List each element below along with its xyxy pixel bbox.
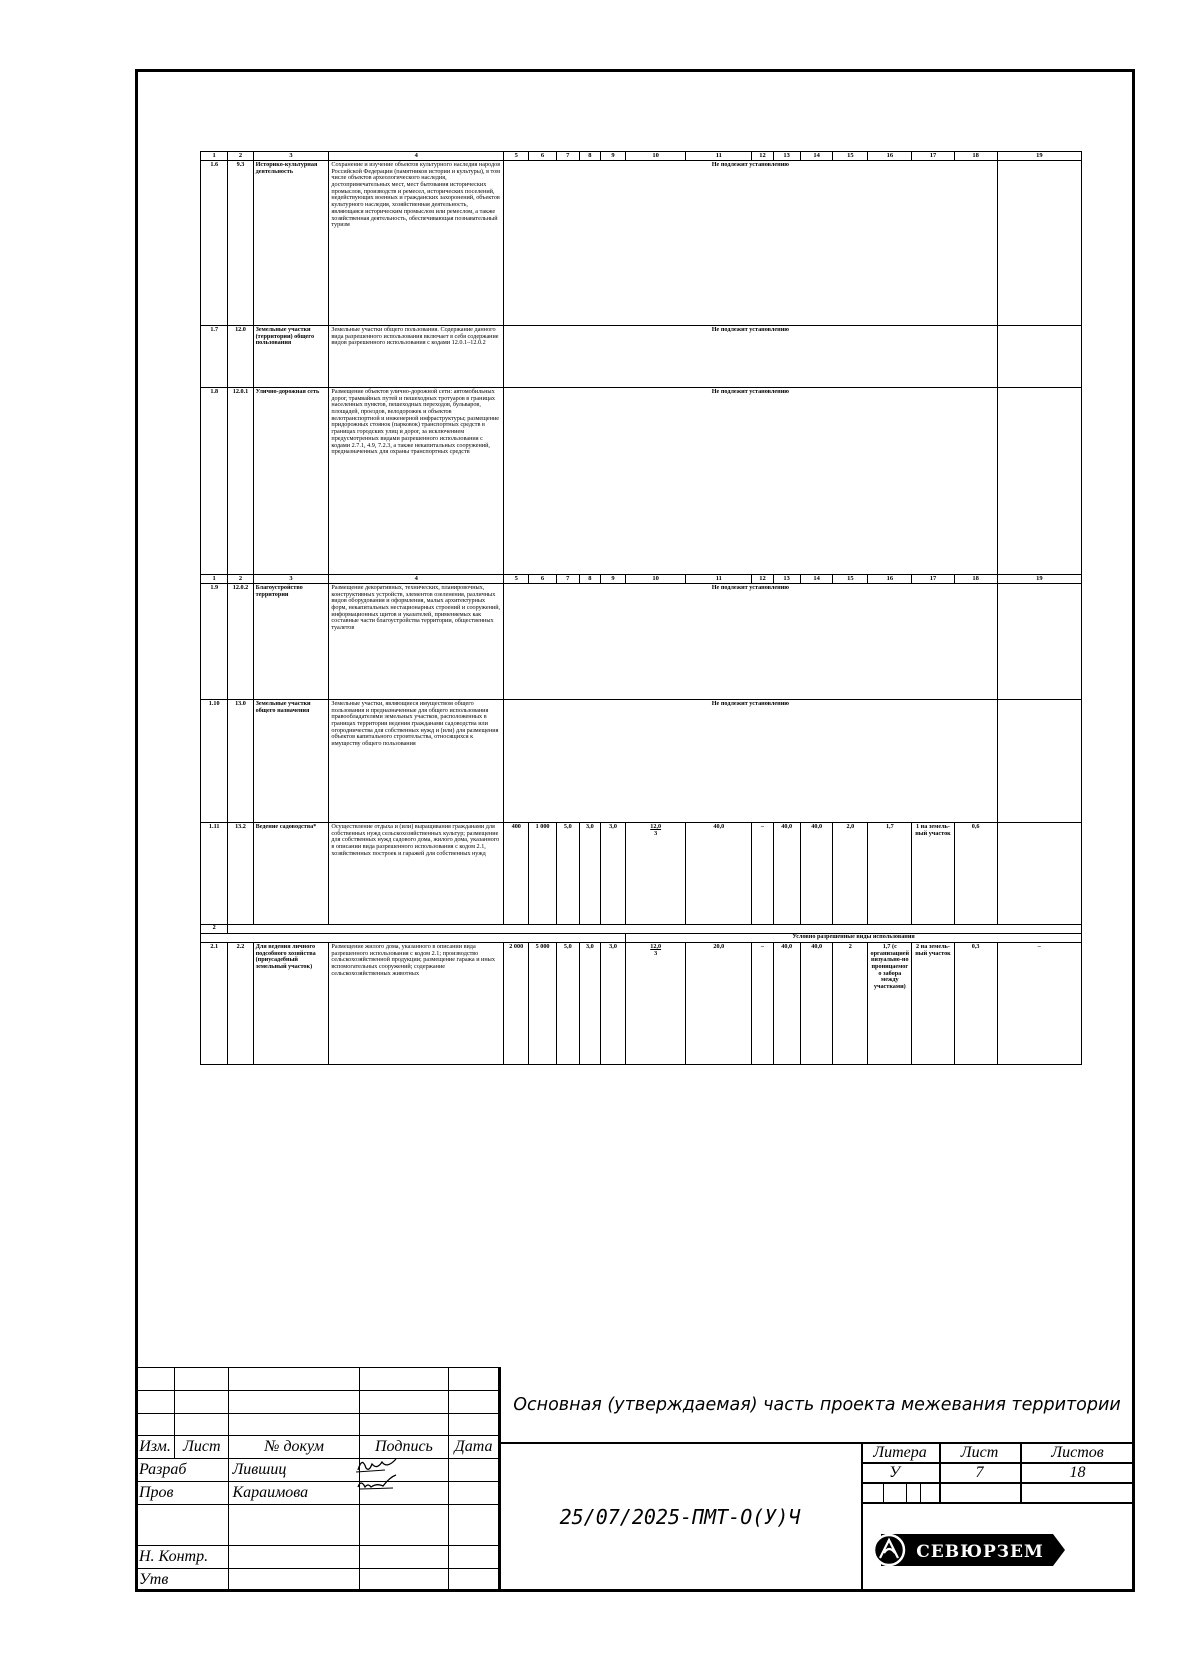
column-number: 8 bbox=[579, 152, 600, 161]
row-number: 1.6 bbox=[201, 161, 228, 326]
litera-value: У bbox=[889, 1464, 900, 1481]
parameter-value: 3,0 bbox=[600, 823, 625, 925]
column-number: 1 bbox=[201, 575, 228, 584]
column-number-row bbox=[201, 575, 1082, 584]
use-code: 12.0.1 bbox=[228, 388, 253, 575]
signature-row bbox=[136, 1459, 499, 1482]
revision-cell bbox=[136, 1413, 175, 1436]
fraction-denominator: 3 bbox=[654, 949, 658, 957]
revision-cell bbox=[175, 1390, 229, 1413]
date-cell bbox=[448, 1569, 498, 1592]
sheet-label: Лист bbox=[960, 1444, 999, 1461]
signature-row bbox=[136, 1482, 499, 1505]
section-title: Условно разрешенные виды использования bbox=[626, 934, 1082, 943]
parameter-value: 40,0 bbox=[800, 823, 833, 925]
parameter-value bbox=[626, 823, 686, 925]
column-number: 2 bbox=[228, 152, 253, 161]
merged-parameters: Не подлежит установлению bbox=[504, 584, 998, 700]
parameter-value: 40,0 bbox=[773, 823, 800, 925]
parameter-value: 1,7 (с организацией визуально-но проницаемого забора между участками) bbox=[868, 943, 912, 1065]
use-code: 2.2 bbox=[228, 943, 253, 1065]
table-row bbox=[201, 584, 1082, 700]
signature-row bbox=[136, 1504, 499, 1545]
use-code: 13.2 bbox=[228, 823, 253, 925]
revision-cell bbox=[229, 1390, 359, 1413]
zoning-regulations-table bbox=[200, 151, 1082, 1065]
section-number: 2 bbox=[201, 925, 228, 934]
title-block-column-label: Дата bbox=[448, 1436, 498, 1459]
date-cell bbox=[448, 1504, 498, 1545]
revision-cell bbox=[175, 1413, 229, 1436]
revision-cell bbox=[229, 1368, 359, 1391]
note-cell bbox=[997, 584, 1081, 700]
column-number: 3 bbox=[253, 152, 329, 161]
role-label bbox=[136, 1504, 229, 1545]
signature-2 bbox=[355, 1473, 399, 1495]
column-number: 15 bbox=[833, 152, 868, 161]
signature-row bbox=[136, 1569, 499, 1592]
document-code: 25/07/2025-ПМТ-О(У)Ч bbox=[559, 1505, 801, 1529]
use-name: Ведение садоводства* bbox=[253, 823, 329, 925]
revision-row bbox=[136, 1390, 499, 1413]
parameter-value: – bbox=[997, 943, 1081, 1065]
use-description: Осуществление отдыха и (или) выращивания гражданами для собственных нужд сельскохозяйственных культур; размещение для собственных нужд садового дома, жилого дома, указанного в описании вида разрешенного использования с кодом 2.1, хозяйственных построек и гаражей для собственных нужд bbox=[329, 823, 504, 925]
use-description: Земельные участки общего пользования. Содержание данного вида разрешенного использования включает в себя содержание видов разрешенного использования с кодами 12.0.1–12.0.2 bbox=[329, 326, 504, 388]
merged-parameters: Не подлежит установлению bbox=[504, 161, 998, 326]
column-number: 3 bbox=[253, 575, 329, 584]
section-spacer bbox=[228, 925, 1082, 934]
use-code: 13.0 bbox=[228, 700, 253, 823]
person-name: Караимова bbox=[229, 1482, 359, 1505]
title-block-labels-row bbox=[136, 1436, 499, 1459]
table-row bbox=[201, 823, 1082, 925]
revision-row bbox=[136, 1368, 499, 1391]
table-row bbox=[201, 161, 1082, 326]
title-block-column-label: Подпись bbox=[359, 1436, 448, 1459]
column-number: 16 bbox=[868, 575, 912, 584]
title-block-column-label: № докум bbox=[229, 1436, 359, 1459]
revision-cell bbox=[175, 1368, 229, 1391]
table-row bbox=[201, 326, 1082, 388]
column-number: 9 bbox=[600, 152, 625, 161]
column-number: 10 bbox=[626, 152, 686, 161]
note-cell bbox=[997, 700, 1081, 823]
use-code: 12.0 bbox=[228, 326, 253, 388]
section-2-row bbox=[201, 925, 1082, 934]
column-number: 6 bbox=[529, 575, 556, 584]
column-number: 4 bbox=[329, 575, 504, 584]
column-number: 9 bbox=[600, 575, 625, 584]
use-name: Для ведения личного подсобного хозяйства (приусадебный земельный участок) bbox=[253, 943, 329, 1065]
use-name: Историко-культурная деятельность bbox=[253, 161, 329, 326]
parameter-value: 400 bbox=[504, 823, 529, 925]
title-block-column-label: Изм. bbox=[136, 1436, 175, 1459]
use-name: Улично-дорожная сеть bbox=[253, 388, 329, 575]
use-code: 9.3 bbox=[228, 161, 253, 326]
parameter-value: 0,6 bbox=[954, 823, 997, 925]
parameter-value: 5 000 bbox=[529, 943, 556, 1065]
column-number: 13 bbox=[773, 575, 800, 584]
parameter-value: 40,0 bbox=[800, 943, 833, 1065]
title-block bbox=[135, 1367, 1135, 1592]
parameter-value: – bbox=[752, 823, 773, 925]
person-name bbox=[229, 1569, 359, 1592]
column-number: 11 bbox=[686, 575, 752, 584]
row-number: 1.8 bbox=[201, 388, 228, 575]
role-label: Разраб bbox=[136, 1459, 229, 1482]
column-number-row bbox=[201, 152, 1082, 161]
sheet-number: 7 bbox=[975, 1464, 984, 1481]
parameter-value: 3,0 bbox=[579, 823, 600, 925]
use-code: 12.0.2 bbox=[228, 584, 253, 700]
column-number: 4 bbox=[329, 152, 504, 161]
person-name bbox=[229, 1504, 359, 1545]
fraction-denominator: 3 bbox=[654, 829, 658, 837]
signature-cell bbox=[359, 1504, 448, 1545]
role-label: Н. Контр. bbox=[136, 1546, 229, 1569]
person-name: Лившиц bbox=[229, 1459, 359, 1482]
signature-cell bbox=[359, 1546, 448, 1569]
parameter-value: 3,0 bbox=[579, 943, 600, 1065]
revision-cell bbox=[136, 1368, 175, 1391]
revision-cell bbox=[136, 1390, 175, 1413]
revision-row bbox=[136, 1413, 499, 1436]
use-name: Земельные участки общего назначения bbox=[253, 700, 329, 823]
column-number: 17 bbox=[912, 575, 954, 584]
column-number: 6 bbox=[529, 152, 556, 161]
column-number: 11 bbox=[686, 152, 752, 161]
column-number: 5 bbox=[504, 152, 529, 161]
parameter-value: 20,0 bbox=[686, 943, 752, 1065]
signature-cell bbox=[359, 1569, 448, 1592]
revision-cell bbox=[359, 1368, 448, 1391]
note-cell bbox=[997, 388, 1081, 575]
use-description: Размещение объектов улично-дорожной сети: автомобильных дорог, трамвайных путей и пешеходных тротуаров в границах населенных пунктов, пешеходных переходов, бульваров, площадей, проездов, велодорожек и объектов велотранспортной и инженерной инфраструктуры; размещение придорожных стоянок (парковок) транспортных средств в границах городских улиц и дорог, за исключением предусмотренных видами разрешенного использования с кодами 2.7.1, 4.9, 7.2.3, а также некапитальных сооружений, предназначенных для охраны транспортных средств bbox=[329, 388, 504, 575]
row-number: 1.11 bbox=[201, 823, 228, 925]
fraction-numerator: 12,0 bbox=[650, 823, 662, 830]
use-description: Земельные участки, являющиеся имуществом общего пользования и предназначенные для общего использования правообладателями земельных участков, расположенных в границах территории ведения гражданами садоводства или огородничества для собственных нужд и (или) для размещения объектов капитального строительства, относящихся к имуществу общего пользования bbox=[329, 700, 504, 823]
column-number: 16 bbox=[868, 152, 912, 161]
table-row bbox=[201, 943, 1082, 1065]
note-cell bbox=[997, 161, 1081, 326]
document-title: Основная (утверждаемая) часть проекта межевания территории bbox=[513, 1394, 1121, 1415]
merged-parameters: Не подлежит установлению bbox=[504, 700, 998, 823]
parameter-value: 1 000 bbox=[529, 823, 556, 925]
column-number: 19 bbox=[997, 152, 1081, 161]
revision-cell bbox=[359, 1413, 448, 1436]
parameter-value bbox=[626, 943, 686, 1065]
table-row bbox=[201, 700, 1082, 823]
parameter-value: 40,0 bbox=[686, 823, 752, 925]
row-number: 2.1 bbox=[201, 943, 228, 1065]
table-row bbox=[201, 388, 1082, 575]
date-cell bbox=[448, 1546, 498, 1569]
parameter-value: – bbox=[752, 943, 773, 1065]
date-cell bbox=[448, 1459, 498, 1482]
company-logo bbox=[867, 1531, 1067, 1569]
merged-parameters: Не подлежит установлению bbox=[504, 326, 998, 388]
parameter-value: 5,0 bbox=[556, 823, 579, 925]
use-description: Сохранение и изучение объектов культурного наследия народов Российской Федерации (памятников истории и культуры), в том числе объектов археологического наследия, достопримечательных мест, мест бытования исторических промыслов, производств и ремесел, исторических поселений, недействующих военных и гражданских захоронений, объектов культурного наследия, хозяйственная деятельность, являющаяся историческим промыслом или ремеслом, а также хозяйственная деятельность, обеспечивающая познавательный туризм bbox=[329, 161, 504, 326]
role-label: Пров bbox=[136, 1482, 229, 1505]
parameter-value bbox=[997, 823, 1081, 925]
column-number: 1 bbox=[201, 152, 228, 161]
revision-cell bbox=[359, 1390, 448, 1413]
section-2-title-row bbox=[201, 934, 1082, 943]
use-name: Благоустройство территории bbox=[253, 584, 329, 700]
merged-parameters: Не подлежит установлению bbox=[504, 388, 998, 575]
person-name bbox=[229, 1546, 359, 1569]
parameter-value: 2 bbox=[833, 943, 868, 1065]
column-number: 5 bbox=[504, 575, 529, 584]
note-cell bbox=[997, 326, 1081, 388]
parameter-value: 2,0 bbox=[833, 823, 868, 925]
column-number: 18 bbox=[954, 575, 997, 584]
parameter-value: 40,0 bbox=[773, 943, 800, 1065]
column-number: 7 bbox=[556, 575, 579, 584]
signature-1 bbox=[355, 1453, 399, 1475]
signature-row bbox=[136, 1546, 499, 1569]
use-description: Размещение декоративных, технических, планировочных, конструктивных устройств, элементов озеленения, различных видов оборудования и оформления, малых архитектурных форм, некапитальных нестационарных строений и сооружений, информационных щитов и указателей, применяемых как составные части благоустройства территории, общественных туалетов bbox=[329, 584, 504, 700]
parameter-value: 1 на земель-ный участок bbox=[912, 823, 954, 925]
svg-text:СЕВЮРЗЕМ: СЕВЮРЗЕМ bbox=[916, 1542, 1044, 1562]
column-number: 14 bbox=[800, 152, 833, 161]
sheets-label: Листов bbox=[1051, 1444, 1104, 1461]
fraction-numerator: 12,0 bbox=[650, 943, 662, 950]
section-spacer bbox=[201, 934, 626, 943]
row-number: 1.9 bbox=[201, 584, 228, 700]
column-number: 19 bbox=[997, 575, 1081, 584]
revision-cell bbox=[448, 1390, 498, 1413]
use-description: Размещение жилого дома, указанного в описании вида разрешенного использования с кодом 2.1; производство сельскохозяйственной продукции; размещение гаража и иных вспомогательных сооружений; содержание сельскохозяйственных животных bbox=[329, 943, 504, 1065]
revision-cell bbox=[448, 1413, 498, 1436]
title-block-column-label: Лист bbox=[175, 1436, 229, 1459]
date-cell bbox=[448, 1482, 498, 1505]
row-number: 1.10 bbox=[201, 700, 228, 823]
column-number: 10 bbox=[626, 575, 686, 584]
parameter-value: 5,0 bbox=[556, 943, 579, 1065]
column-number: 15 bbox=[833, 575, 868, 584]
column-number: 18 bbox=[954, 152, 997, 161]
column-number: 13 bbox=[773, 152, 800, 161]
sheets-count: 18 bbox=[1069, 1464, 1086, 1481]
column-number: 14 bbox=[800, 575, 833, 584]
column-number: 2 bbox=[228, 575, 253, 584]
parameter-value: 0,3 bbox=[954, 943, 997, 1065]
revision-cell bbox=[229, 1413, 359, 1436]
parameter-value: 3,0 bbox=[600, 943, 625, 1065]
revision-cell bbox=[448, 1368, 498, 1391]
column-number: 8 bbox=[579, 575, 600, 584]
column-number: 12 bbox=[752, 575, 773, 584]
row-number: 1.7 bbox=[201, 326, 228, 388]
column-number: 17 bbox=[912, 152, 954, 161]
parameter-value: 2 000 bbox=[504, 943, 529, 1065]
litera-label: Литера bbox=[873, 1444, 927, 1461]
parameter-value: 1,7 bbox=[868, 823, 912, 925]
column-number: 7 bbox=[556, 152, 579, 161]
parameter-value: 2 на земель-ный участок bbox=[912, 943, 954, 1065]
use-name: Земельные участки (территории) общего пользования bbox=[253, 326, 329, 388]
title-block-grid bbox=[135, 1367, 499, 1592]
column-number: 12 bbox=[752, 152, 773, 161]
role-label: Утв bbox=[136, 1569, 229, 1592]
